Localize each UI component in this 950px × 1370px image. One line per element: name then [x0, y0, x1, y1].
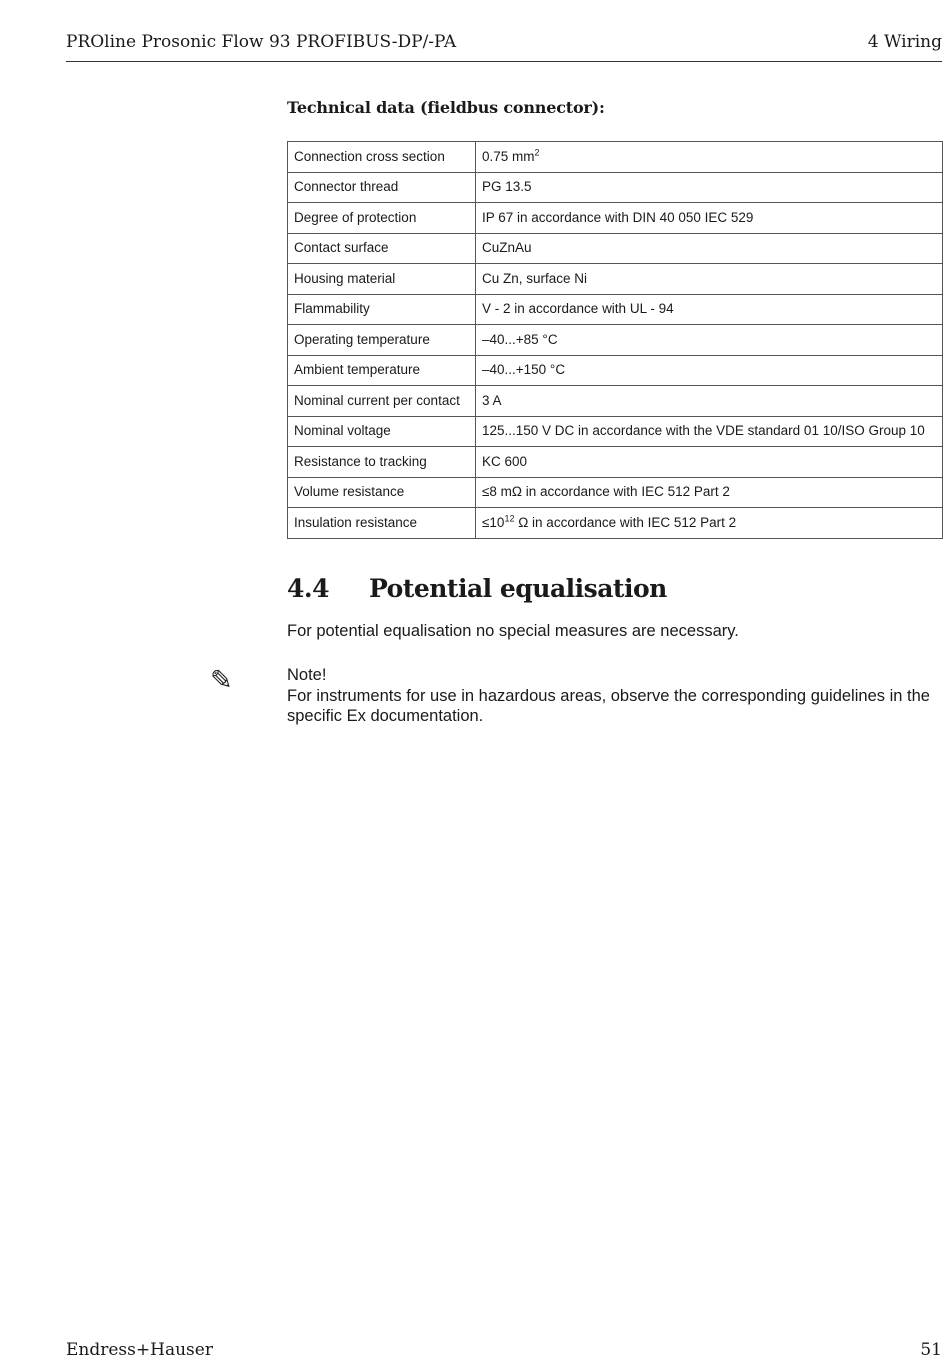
row-label: Connector thread: [288, 172, 476, 203]
row-value-text: KC 600: [482, 453, 528, 469]
row-label: Insulation resistance: [288, 508, 476, 539]
row-value: [476, 447, 943, 478]
row-value-superscript: 2: [534, 147, 540, 158]
row-label: Housing material: [288, 264, 476, 295]
section-number: 4.4: [287, 574, 329, 603]
section-body: For potential equalisation no special measures are necessary.: [287, 622, 739, 640]
row-label: Resistance to tracking: [288, 447, 476, 478]
table-row: [288, 386, 943, 417]
table-row: [288, 172, 943, 203]
row-value-text: ≤10: [482, 514, 505, 530]
table-row: [288, 233, 943, 264]
brand-footer: Endress+Hauser: [66, 1340, 213, 1360]
row-value: [476, 477, 943, 508]
row-value-text: 125...150 V DC in accordance with the VDE standard 01 10/ISO Group 10: [482, 423, 925, 439]
table-row: [288, 416, 943, 447]
row-value-text: –40...+85 °C: [482, 331, 558, 347]
note-text: For instruments for use in hazardous areas, observe the corresponding guidelines in the specific Ex documentation.: [287, 686, 930, 725]
table-row: [288, 477, 943, 508]
table-heading: Technical data (fieldbus connector):: [287, 98, 605, 117]
table-row: [288, 294, 943, 325]
row-value: [476, 172, 943, 203]
row-value-text: CuZnAu: [482, 240, 532, 256]
row-label: Nominal voltage: [288, 416, 476, 447]
table-row: [288, 264, 943, 295]
row-label: Degree of protection: [288, 203, 476, 234]
row-label: Flammability: [288, 294, 476, 325]
row-value-text: PG 13.5: [482, 179, 532, 195]
table-row: [288, 142, 943, 173]
note-title: Note!: [287, 666, 327, 684]
row-value: [476, 264, 943, 295]
row-value: [476, 416, 943, 447]
table-row: [288, 203, 943, 234]
row-label: Contact surface: [288, 233, 476, 264]
table-row: [288, 325, 943, 356]
row-value: [476, 233, 943, 264]
row-value-text: ≤8 mΩ in accordance with IEC 512 Part 2: [482, 484, 730, 500]
table-row: [288, 355, 943, 386]
row-value-text: Cu Zn, surface Ni: [482, 270, 588, 286]
row-value: [476, 142, 943, 173]
row-value-text: 0.75 mm: [482, 148, 535, 164]
row-label: Operating temperature: [288, 325, 476, 356]
document-title: PROline Prosonic Flow 93 PROFIBUS-DP/-PA: [66, 32, 457, 52]
row-value: [476, 355, 943, 386]
section-title: Potential equalisation: [369, 574, 667, 603]
row-value-superscript: 12: [504, 513, 515, 524]
row-value-text: V - 2 in accordance with UL - 94: [482, 301, 674, 317]
row-label: Connection cross section: [288, 142, 476, 173]
technical-data-table: [287, 141, 943, 539]
row-value: [476, 508, 943, 539]
row-value-suffix: Ω in accordance with IEC 512 Part 2: [514, 514, 737, 530]
row-value-text: 3 A: [482, 392, 502, 408]
row-value: [476, 325, 943, 356]
row-value: [476, 294, 943, 325]
row-value: [476, 203, 943, 234]
section-heading: [287, 574, 667, 603]
row-value: [476, 386, 943, 417]
table-row: [288, 508, 943, 539]
row-label: Nominal current per contact: [288, 386, 476, 417]
table-row: [288, 447, 943, 478]
chapter-title: 4 Wiring: [867, 32, 942, 52]
page-header: [66, 30, 942, 62]
row-label: Volume resistance: [288, 477, 476, 508]
note-block: [287, 665, 947, 727]
page-number: 51: [920, 1340, 942, 1360]
row-label: Ambient temperature: [288, 355, 476, 386]
pencil-icon: ✎: [210, 665, 233, 696]
row-value-text: –40...+150 °C: [482, 362, 566, 378]
row-value-text: IP 67 in accordance with DIN 40 050 IEC 529: [482, 209, 754, 225]
